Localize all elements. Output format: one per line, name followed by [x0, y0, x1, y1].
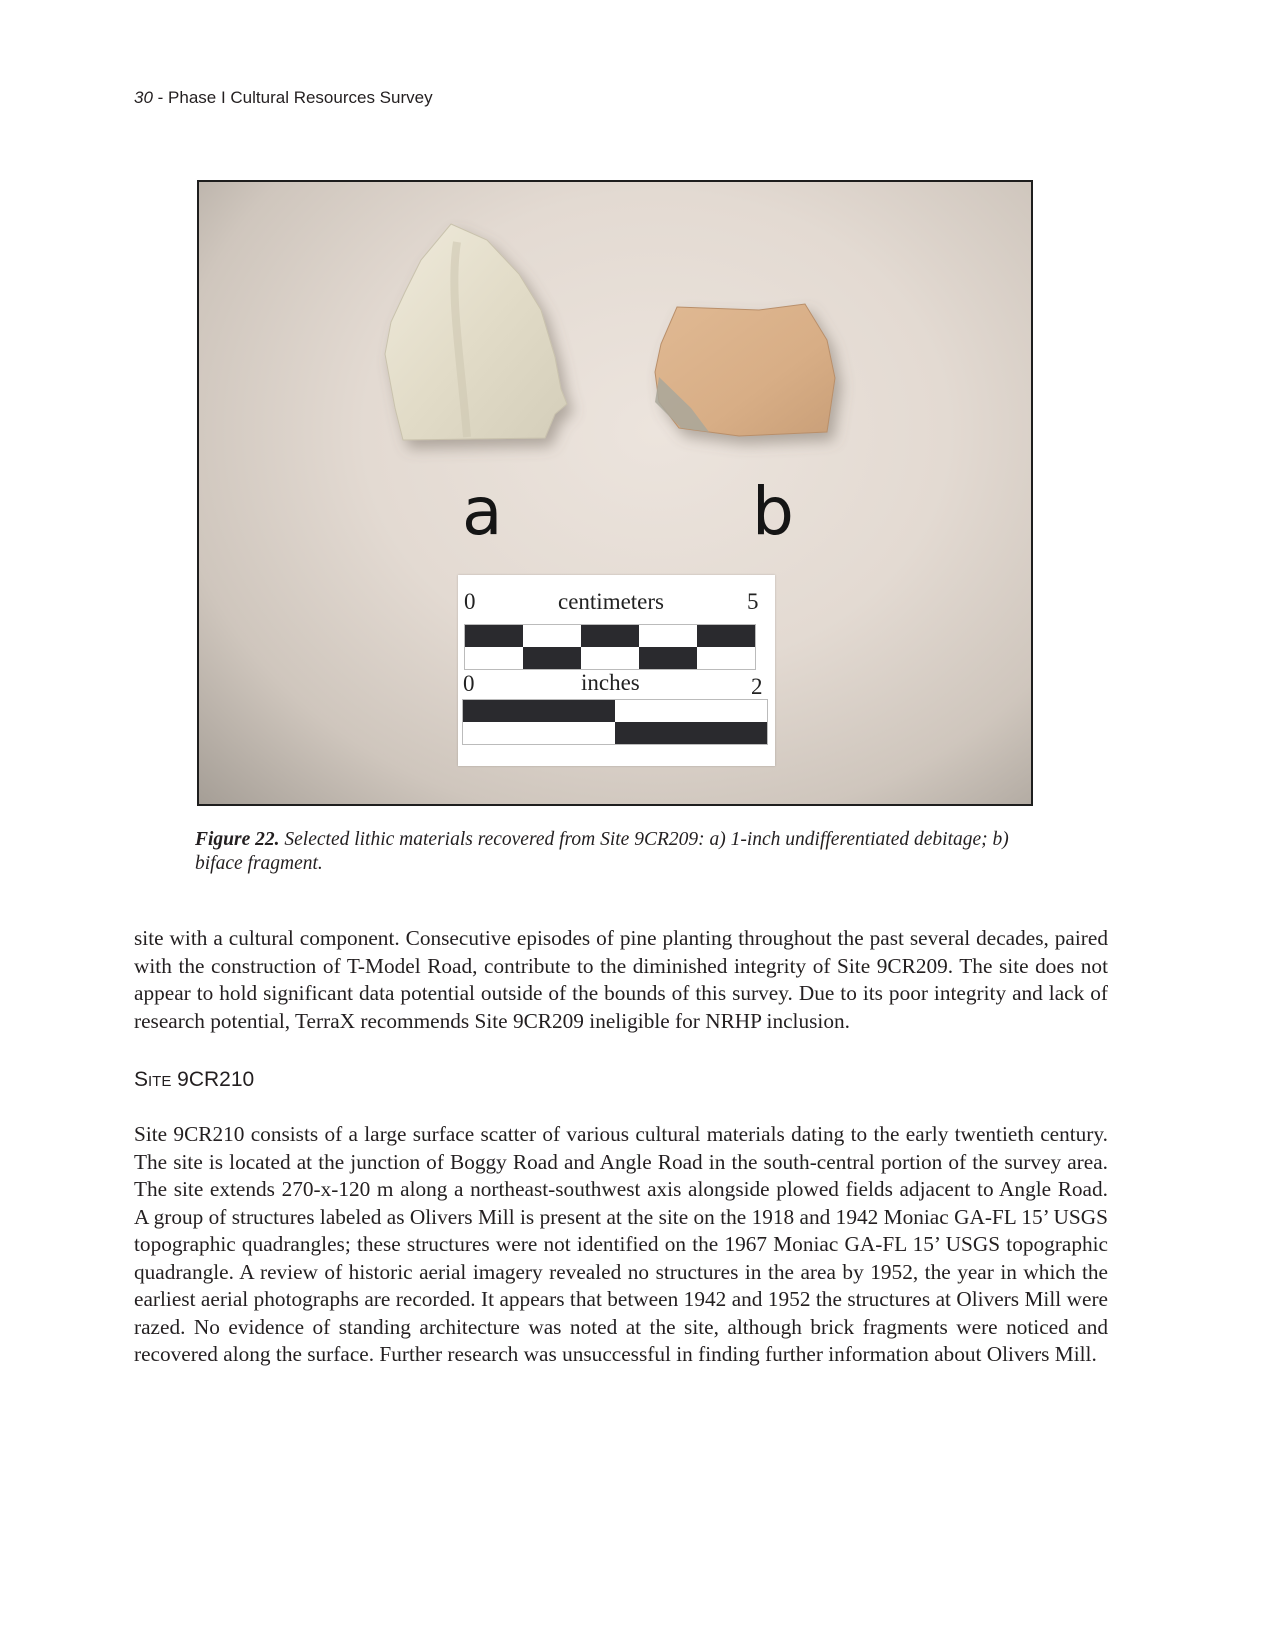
inch-scale-bar [462, 699, 768, 745]
artifact-label-b: b [752, 473, 794, 550]
figure-caption-text: Selected lithic materials recovered from Site 9CR209: a) 1-inch undifferentiated debitage; b) biface fragment. [195, 829, 1009, 874]
page-number: 30 [134, 88, 153, 107]
cm-scale-title: centimeters [558, 589, 665, 614]
cm-scale-end: 5 [747, 589, 759, 614]
figure-caption [195, 828, 1040, 876]
running-header [134, 88, 433, 108]
cm-scale-start: 0 [464, 589, 476, 614]
body-paragraph: site with a cultural component. Consecutive episodes of pine planting throughout the past several decades, paired with the construction of T-Model Road, contribute to the diminished integrity of Site 9CR209. The site does not appear to hold significant data potential outside of the bounds of this survey. Due to its poor integrity and lack of research potential, TerraX recommends Site 9CR209 ineligible for NRHP inclusion. [134, 926, 1108, 1033]
figure-photograph [197, 180, 1033, 806]
section-heading: Site 9CR210 [134, 1068, 255, 1091]
inch-scale-title: inches [581, 670, 640, 695]
debitage-flake-a [385, 224, 567, 440]
scale-bar-card [458, 575, 775, 766]
inch-scale-start: 0 [463, 671, 475, 696]
figure-number: Figure 22. [195, 829, 280, 850]
artifact-label-a: a [462, 473, 503, 550]
header-separator: - [152, 88, 169, 107]
running-title: Phase I Cultural Resources Survey [168, 88, 433, 107]
centimeter-scale-bar [464, 624, 756, 670]
body-paragraph: Site 9CR210 consists of a large surface scatter of various cultural materials dating to the early twentieth century. The site is located at the junction of Boggy Road and Angle Road in the south-central portion of the survey area. The site extends 270-x-120 m along a northeast-southwest axis alongside plowed fields adjacent to Angle Road. A group of structures labeled as Olivers Mill is present at the site on the 1918 and 1942 Moniac GA-FL 15’ USGS topographic quadrangles; these structures were not identified on the 1967 Moniac GA-FL 15’ USGS topographic quadrangle. A review of historic aerial imagery revealed no structures in the area by 1952, the year in which the earliest aerial photographs are recorded. It appears that between 1942 and 1952 the structures at Olivers Mill were razed. No evidence of standing architecture was noted at the site, although brick fragments were noticed and recovered along the surface. Further research was unsuccessful in finding further information about Olivers Mill. [134, 1122, 1108, 1366]
inch-scale-end: 2 [751, 674, 763, 699]
